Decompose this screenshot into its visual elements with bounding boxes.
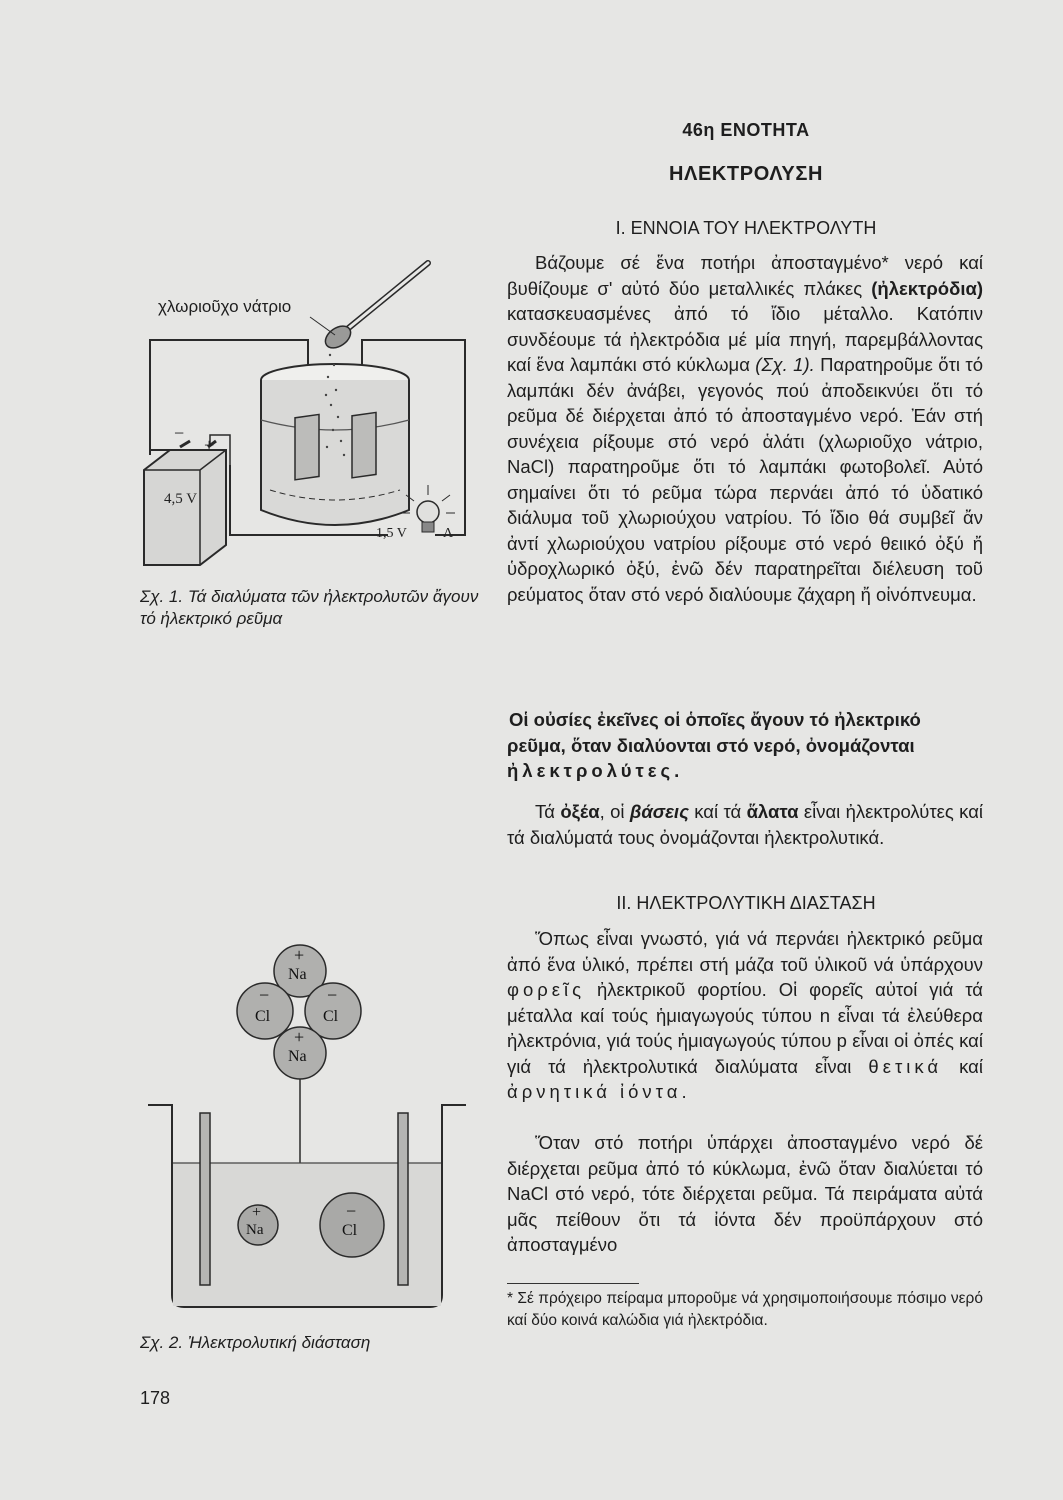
section-2-heading: ΙΙ. ΗΛΕΚΤΡΟΛΥΤΙΚΗ ΔΙΑΣΤΑΣΗ [616,893,876,913]
svg-text:Na: Na [288,1048,307,1065]
svg-text:−: − [259,985,270,1005]
svg-text:−: − [327,985,338,1005]
battery-minus: − [174,423,185,443]
page-number: 178 [140,1388,171,1408]
svg-text:Cl: Cl [255,1008,271,1025]
svg-text:Cl: Cl [342,1222,358,1239]
bulb-voltage: 1,5 V [376,526,407,541]
section-1-paragraph-2: Τά ὀξέα, οἱ βάσεις καί τά ἅλατα εἶναι ἠλεκτρολύτες καί τά διαλύματά τους ὀνομάζονται ἠλεκτρολυτικά. [507,801,983,848]
nacl-crystal [237,945,361,1079]
footnote-divider [507,1283,639,1284]
footnote: * Σέ πρόχειρο πείραμα μποροῦμε νά χρησιμοποιήσουμε πόσιμο νερό καί δύο κοινά καλώδια γιά ἠλεκτρόδια. [507,1290,983,1329]
figure-1-caption: Σχ. 1. Τά διαλύματα τῶν ἠλεκτρολυτῶν ἄγουν τό ἠλεκτρικό ρεῦμα [140,587,479,628]
electrolyte-definition: Οἱ οὐσίες ἐκεῖνες οἱ ὁποῖες ἄγουν τό ἠλεκτρικό ρεῦμα, ὅταν διαλύονται στό νερό, ὀνομάζονται ἠλεκτρολύτες. [507,709,921,781]
electrode-left [295,414,319,479]
svg-text:−: − [346,1201,357,1221]
electrode-right [398,1113,408,1285]
beaker [261,380,409,525]
battery-plus: + [204,435,215,455]
lamp-symbol: Λ [443,526,454,541]
figure-2-electrolytic-dissociation [140,935,500,1330]
section-1-heading: Ι. ΕΝΝΟΙΑ ΤΟΥ ΗΛΕΚΤΡΟΛΥΤΗ [615,218,877,238]
figure-2-caption: Σχ. 2. Ἠλεκτρολυτική διάσταση [140,1333,371,1352]
figure-1-electrolysis-circuit [130,245,490,575]
electrode-right [352,412,376,477]
section-2-paragraph-1: Ὅπως εἶναι γνωστό, γιά νά περνάει ἠλεκτρικό ρεῦμα ἀπό ἕνα ὑλικό, πρέπει στή μάζα τοῦ ὑλικοῦ νά ὑπάρχουν φορεῖς ἠλεκτρικοῦ φορτίου. Οἱ φορεῖς αὐτοί γιά τά μέταλλα καί τούς ἡμιαγωγούς τύπου n εἶναι τά ἐλεύθερα ἠλεκτρόνια, γιά τούς ἡμιαγωγούς τύπου p εἶναι οἱ ὀπές καί γιά τά ἠλεκτρολυτικά διαλύματα εἶναι θετικά καί ἀρνητικά ἰόντα. [507,928,983,1102]
svg-text:+: + [294,945,305,965]
battery-voltage: 4,5 V [164,491,198,507]
battery [144,450,226,565]
svg-text:+: + [252,1204,262,1221]
svg-text:Cl: Cl [323,1008,339,1025]
svg-text:Na: Na [246,1222,264,1238]
figure-1-salt-label: χλωριοῦχο νάτριο [158,297,292,316]
section-1-paragraph-1: Βάζουμε σέ ἕνα ποτήρι ἀποσταγμένο* νερό καί βυθίζουμε σ' αὐτό δύο μεταλλικές πλάκες (ἠλεκτρόδια) κατασκευασμένες ἀπό τό ἴδιο μέταλλο. Κατόπιν συνδέουμε τά ἠλεκτρόδια μέ μία πηγή, παρεμβάλλοντας καί ἕνα λαμπάκι στό κύκλωμα (Σχ. 1). Παρατηροῦμε ὅτι τό λαμπάκι δέν ἀνάβει, γεγονός πού ἀποδεικνύει ὅτι τό ρεῦμα δέ διέρχεται ἀπό τό ἀποσταγμένο νερό. Ἐάν στή συνέχεια ρίξουμε στό νερό ἁλάτι (χλωριοῦχο νάτριο, NaCl) παρατηροῦμε ὅτι τό λαμπάκι φωτοβολεῖ. Αὐτό σημαίνει ὅτι τό ρεῦμα τώρα περνάει ἀπό τό ὑδατικό διάλυμα τοῦ χλωριούχου νατρίου. Τό ἴδιο θά συμβεῖ ἄν ἀντί χλωριούχου νατρίου ρίξουμε στό νερό θειικό ὀξύ ἤ ὑδροχλωρικό ὀξύ, ἐνῶ δέν παρατηρεῖται διέλευση τοῦ ρεύματος ὅταν στό νερό διαλύουμε ζάχαρη ἤ οἰνόπνευμα. [507,252,983,605]
svg-text:Na: Na [288,966,307,983]
section-2-paragraph-2: Ὅταν στό ποτήρι ὑπάρχει ἀποσταγμένο νερό δέ διέρχεται ρεῦμα ἀπό τό κύκλωμα, ἐνῶ ὅταν διαλύεται τό NaCl στό νερό, τότε διέρχεται ρεῦμα. Τά πειράματα αὐτά μᾶς πείθουν ὅτι τά ἰόντα δέν προϋπάρχουν στό ἀποσταγμένο [507,1132,983,1255]
electrode-left [200,1113,210,1285]
unit-title: 46η ΕΝΟΤΗΤΑ [682,120,810,140]
svg-text:+: + [294,1027,305,1047]
chapter-title: ΗΛΕΚΤΡΟΛΥΣΗ [668,163,824,185]
